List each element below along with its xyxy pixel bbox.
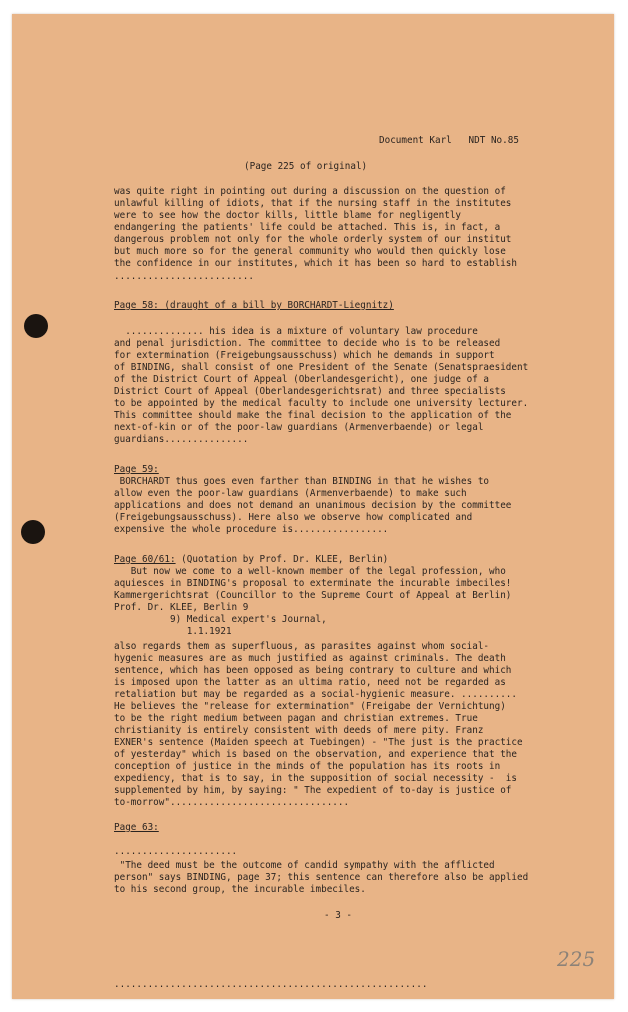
text-line: supplemented by him, by saying: " The expedient of to-day is justice of [114, 785, 512, 796]
text-line: to his second group, the incurable imbeciles. [114, 884, 366, 895]
text-line: (Freigebungsausschuss). Here also we observe how complicated and [114, 512, 473, 523]
dot-leader: ...................... [114, 846, 238, 857]
text-line: Kammergerichtsrat (Councillor to the Supreme Court of Appeal at Berlin) [114, 590, 512, 601]
text-line: conception of justice in the minds of the population has its roots in [114, 761, 501, 772]
text-line: guardians............... [114, 434, 249, 445]
heading-page-ref: Page 60/61: [114, 554, 176, 565]
text-line: BORCHARDT thus goes even farther than BINDING in that he wishes to [114, 476, 490, 487]
text-line: retaliation but may be regarded as a social-hygienic measure. .......... [114, 689, 517, 700]
text-line: applications and does not demand an unanimous decision by the committee [114, 500, 512, 511]
section-heading-page-60-61 [114, 554, 388, 566]
text-line: but much more so for the general community who would then quickly lose [114, 246, 506, 257]
text-line: christianity is entirely consistent with deeds of mere pity. Franz [114, 725, 484, 736]
text-line: unlawful killing of idiots, that if the nursing staff in the institutes [114, 198, 512, 209]
section-heading-page-63: Page 63: [114, 822, 159, 833]
footnote-line: 1.1.1921 [114, 626, 232, 637]
text-line: was quite right in pointing out during a discussion on the question of [114, 186, 506, 197]
text-line: to be appointed by the medical faculty to include one university lecturer. [114, 398, 529, 409]
text-line: also regards them as superfluous, as parasites against whom social- [114, 641, 490, 652]
text-line: of BINDING, shall consist of one President of the Senate (Senatspraesident [114, 362, 529, 373]
text-line: to be the right medium between pagan and christian extremes. True [114, 713, 478, 724]
text-line: District Court of Appeal (Oberlandesgerichtsrat) and three specialists [114, 386, 506, 397]
text-line: But now we come to a well-known member of the legal profession, who [114, 566, 506, 577]
section-heading-page-58: Page 58: (draught of a bill by BORCHARDT-Liegnitz) [114, 300, 394, 311]
dot-leader: ......................... [114, 271, 254, 282]
text-line: is imposed upon the latter as an ultima ratio, need not be regarded as [114, 677, 506, 688]
text-line: for extermination (Freigebungsausschuss) which he demands in support [114, 350, 495, 361]
text-line: He believes the "release for extermination" (Freigabe der Vernichtung) [114, 701, 506, 712]
text-line: of yesterday" which is based on the observation, and experience that the [114, 749, 517, 760]
footnote-line: 9) Medical expert's Journal, [114, 614, 327, 625]
footer-dot-leader: ........................................................ [114, 979, 428, 990]
heading-note: (Quotation by Prof. Dr. KLEE, Berlin) [175, 554, 389, 565]
text-line: person" says BINDING, page 37; this sentence can therefore also be applied [114, 872, 529, 883]
document-reference: Document Karl NDT No.85 [379, 135, 519, 146]
page-number: - 3 - [324, 910, 352, 921]
text-line: to-morrow"................................ [114, 797, 350, 808]
text-line: allow even the poor-law guardians (Armenverbaende) to make such [114, 488, 467, 499]
text-line: "The deed must be the outcome of candid sympathy with the afflicted [114, 860, 495, 871]
text-line: were to see how the doctor kills, little blame for negligently [114, 210, 462, 221]
text-line: expensive the whole procedure is................. [114, 524, 389, 535]
text-line: of the District Court of Appeal (Oberlandesgericht), one judge of a [114, 374, 490, 385]
text-line: next-of-kin or of the poor-law guardians (Armenverbaende) or legal [114, 422, 484, 433]
text-line: and penal jurisdiction. The committee to decide who is to be released [114, 338, 501, 349]
text-line: This committee should make the final decision to the application of the [114, 410, 512, 421]
document-sheet [12, 14, 614, 999]
text-line: sentence, which has been opposed as being contrary to culture and which [114, 665, 512, 676]
page-of-original: (Page 225 of original) [244, 161, 368, 172]
text-line: the confidence in our institutes, which it has been so hard to establish [114, 258, 517, 269]
text-line: aquiesces in BINDING's proposal to exterminate the incurable imbeciles! [114, 578, 512, 589]
text-line: EXNER's sentence (Maiden speech at Tuebingen) - "The just is the practice [114, 737, 523, 748]
text-line: .............. his idea is a mixture of voluntary law procedure [114, 326, 478, 337]
handwritten-page-number: 225 [557, 947, 596, 971]
text-line: dangerous problem not only for the whole orderly system of our institut [114, 234, 512, 245]
punch-hole-bottom [21, 520, 45, 544]
text-line: Prof. Dr. KLEE, Berlin 9 [114, 602, 249, 613]
text-line: hygenic measures are as much justified as against criminals. The death [114, 653, 506, 664]
text-line: endangering the patients' life could be attached. This is, in fact, a [114, 222, 501, 233]
text-line: expediency, that is to say, in the supposition of social necessity - is [114, 773, 517, 784]
section-heading-page-59: Page 59: [114, 464, 159, 475]
punch-hole-top [24, 314, 48, 338]
